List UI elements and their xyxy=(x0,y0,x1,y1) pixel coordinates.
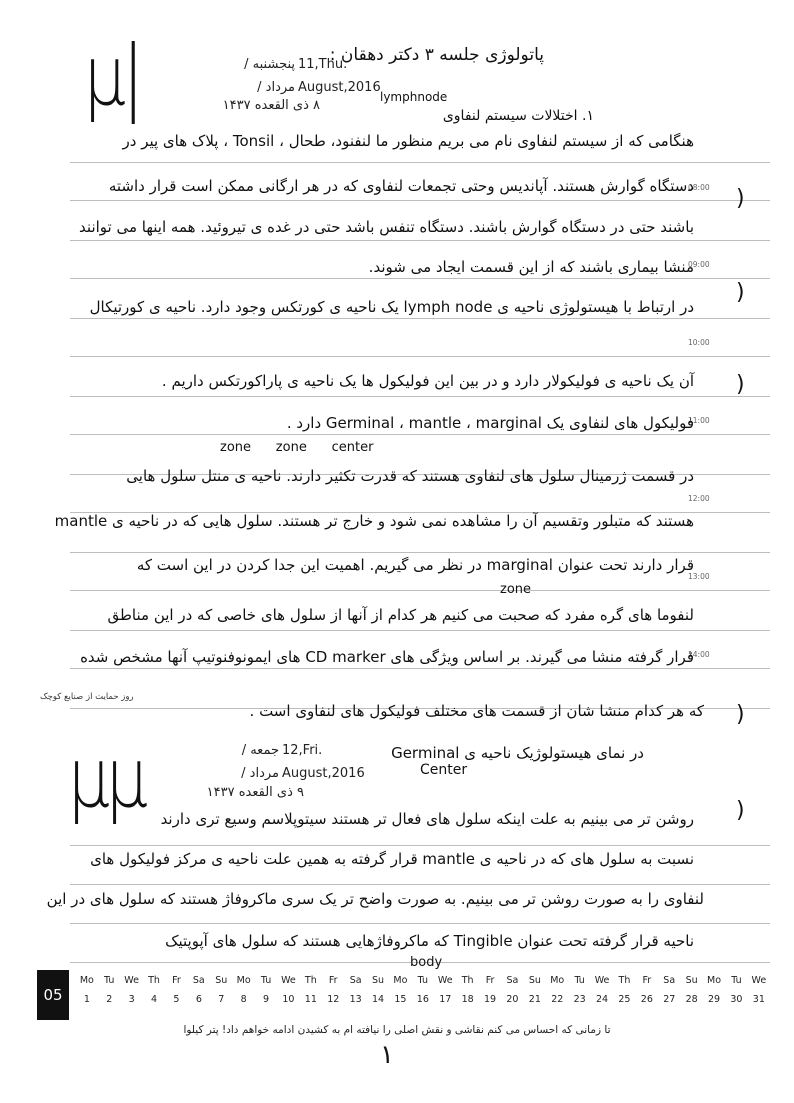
footer-quote: تا زمانی که احساس می کنم نقاشی و نقش اصلی را نیافته ام به کشیدن ادامه خواهم داد! پتر کیلوا xyxy=(183,1024,611,1036)
calendar-day: 18 xyxy=(461,994,474,1005)
day2-number: μμ xyxy=(68,730,144,827)
note-line: که هر کدام منشا شان از قسمت های مختلف فولیکول های لنفاوی است . xyxy=(249,702,704,720)
calendar-day: 23 xyxy=(573,994,586,1005)
note-line: روشن تر می بینیم به علت اینکه سلول های فعال تر هستند سیتوپلاسم وسیع تری دارند xyxy=(160,810,694,828)
time-14: 14:00 xyxy=(688,650,710,659)
calendar-day: 14 xyxy=(371,994,385,1005)
calendar-weekday: Su xyxy=(215,975,228,986)
calendar-day: 7 xyxy=(218,994,225,1005)
lecture-heading: پاتولوژی جلسه ۳ دکتر دهقان : xyxy=(329,45,544,65)
note-line: ناحیه قرار گرفته تحت عنوان Tingible که ماکروفاژهایی هستند که سلول های آپوپتیک xyxy=(165,932,694,950)
hand-note-top: lymphnode xyxy=(380,90,448,104)
calendar-day: 28 xyxy=(685,994,698,1005)
time-12: 12:00 xyxy=(688,494,710,503)
day2-month-fa: مرداد / xyxy=(241,766,279,781)
time-09: 09:00 xyxy=(688,260,710,269)
note-line: body xyxy=(410,955,443,970)
calendar-weekday: We xyxy=(281,975,296,986)
note-line: zone zone center xyxy=(220,440,374,455)
note-line: فولیکول های لنفاوی یک Germinal ، mantle ، marginal دارد . xyxy=(286,414,694,432)
note-line: باشند حتی در دستگاه گوارش باشند. دستگاه تنفس باشد حتی در غده ی تیروئید. همه اینها می توانند xyxy=(79,218,694,236)
calendar-day: 15 xyxy=(394,994,407,1005)
calendar-day: 31 xyxy=(752,994,765,1005)
calendar-day: 9 xyxy=(263,994,270,1005)
note-line: نسبت به سلول های که در ناحیه ی mantle قرار گرفته به همین علت ناحیه ی مرکز فولیکول های xyxy=(90,850,694,868)
time-08: 08:00 xyxy=(688,183,710,192)
calendar-weekday: Fr xyxy=(172,975,181,986)
day2-hijri: ۹ ذی القعده ۱۴۳۷ xyxy=(206,785,304,800)
calendar-weekday: Th xyxy=(461,975,474,986)
calendar-day: 2 xyxy=(106,994,113,1005)
calendar-weekday: Su xyxy=(685,975,698,986)
calendar-weekday: Tu xyxy=(574,975,585,986)
note-line: منشا بیماری باشند که از این قسمت ایجاد می شوند. xyxy=(368,258,694,276)
calendar-weekday: We xyxy=(124,975,139,986)
calendar-day: 4 xyxy=(151,994,158,1005)
calendar-day: 10 xyxy=(282,994,295,1005)
note-line: لنفوما های گره مفرد که صحبت می کنیم هر کدام از آنها از سلول های خاصی که در این مناطق xyxy=(107,606,694,624)
time-11: 11:00 xyxy=(688,416,710,425)
calendar-weekday: We xyxy=(594,975,610,986)
calendar-weekday: Fr xyxy=(642,975,652,986)
calendar-weekday: Th xyxy=(304,975,317,986)
calendar-weekday: We xyxy=(751,975,767,986)
calendar-day: 22 xyxy=(551,994,564,1005)
calendar-weekday: Th xyxy=(618,975,631,986)
calendar-weekday: Mo xyxy=(79,975,94,986)
calendar-day: 12 xyxy=(327,994,340,1005)
calendar-day: 27 xyxy=(663,994,676,1005)
calendar-day: 19 xyxy=(483,994,497,1005)
calendar-weekday: We xyxy=(437,975,453,986)
calendar-day: 20 xyxy=(506,994,519,1005)
calendar-weekday: Mo xyxy=(550,975,565,986)
calendar-weekday: Mo xyxy=(393,975,408,986)
note-line: در ارتباط با هیستولوژی ناحیه ی lymph node یک ناحیه ی کورتکس وجود دارد. ناحیه ی کورتیکال xyxy=(89,298,694,316)
calendar-weekday: Mo xyxy=(236,975,251,986)
note-line: قرار دارند تحت عنوان marginal در نظر می گیریم. اهمیت این جدا کردن در این است که xyxy=(136,556,694,574)
day1-hijri: ۸ ذی القعده ۱۴۳۷ xyxy=(222,98,320,113)
day1-weekday-en: 11,Thu. xyxy=(298,57,348,72)
calendar-weekday: Th xyxy=(148,975,160,986)
calendar-day: 16 xyxy=(416,994,429,1005)
calendar-day: 11 xyxy=(304,994,317,1005)
calendar-day: 3 xyxy=(128,994,135,1005)
calendar-day: 30 xyxy=(730,994,743,1005)
note-line: در قسمت ژرمینال سلول های لنفاوی هستند که قدرت تکثیر دارند. ناحیه ی منتل سلول هایی xyxy=(126,467,694,485)
day2-weekday-fa: جمعه / xyxy=(241,743,279,758)
calendar-weekday: Sa xyxy=(349,975,362,986)
calendar-weekday: Fr xyxy=(328,975,338,986)
calendar-day: 26 xyxy=(640,994,653,1005)
day1-number: μ| xyxy=(84,28,141,125)
calendar-weekday: Su xyxy=(528,975,541,986)
day1-weekday-fa: پنجشنبه / xyxy=(244,57,295,72)
day1-month-fa: مرداد / xyxy=(257,80,295,95)
month-number: 05 xyxy=(37,970,69,1020)
day2-weekday-en: 12,Fri. xyxy=(282,743,323,758)
bullet-paren: ) xyxy=(736,280,745,305)
time-10: 10:00 xyxy=(688,338,710,347)
bullet-paren: ) xyxy=(736,372,745,397)
note-line: هنگامی که از سیستم لنفاوی نام می بریم منظور ما لنفنود، طحال ، Tonsil ، پلاک های پیر در xyxy=(122,132,694,150)
calendar-day: 25 xyxy=(618,994,631,1005)
note-line: لنفاوی را به صورت روشن تر می بینیم. به صورت واضح تر یک سری ماکروفاژ هستند که سلول های در این xyxy=(46,890,704,908)
month-calendar-strip xyxy=(37,970,772,1020)
small-note: روز حمایت از صنایع کوچک xyxy=(40,692,134,702)
bullet-paren: ) xyxy=(736,186,745,211)
calendar-weekday: Tu xyxy=(731,975,742,986)
note-line: قرار گرفته منشا می گیرند. بر اساس ویژگی های CD marker های ایمونوفنوتیپ آنها مشخص شده xyxy=(80,648,694,666)
calendar-day: 1 xyxy=(83,994,90,1005)
calendar-day: 21 xyxy=(528,994,541,1005)
note-line: Center xyxy=(420,762,468,778)
calendar-weekday: Fr xyxy=(485,975,495,986)
note-line: zone xyxy=(500,582,532,597)
note-line: آن یک ناحیه ی فولیکولار دارد و در بین این فولیکول ها یک ناحیه ی پاراکورتکس داریم . xyxy=(161,372,694,390)
calendar-weekday: Sa xyxy=(506,975,519,986)
calendar-weekday: Sa xyxy=(663,975,676,986)
calendar-day: 8 xyxy=(240,994,247,1005)
calendar-weekday: Tu xyxy=(417,975,429,986)
bullet-paren: ) xyxy=(736,798,745,823)
calendar-weekday: Tu xyxy=(104,975,115,986)
day1-date-en: August,2016 xyxy=(298,80,381,95)
page-number: ۱ xyxy=(380,1040,394,1070)
calendar-weekday: Sa xyxy=(192,975,205,986)
calendar-weekday: Mo xyxy=(707,975,722,986)
note-line: در نمای هیستولوژیک ناحیه ی Germinal xyxy=(391,744,644,762)
calendar-day: 5 xyxy=(173,994,180,1005)
calendar-day: 13 xyxy=(349,994,362,1005)
note-line: دستگاه گوارش هستند. آپاندیس وحتی تجمعات لنفاوی که در هر ارگانی ممکن است قرار داشته xyxy=(108,177,694,195)
calendar-day: 6 xyxy=(195,994,202,1005)
calendar-day: 17 xyxy=(439,994,452,1005)
day2-date-en: August,2016 xyxy=(282,766,365,781)
calendar-weekday: Tu xyxy=(260,975,272,986)
calendar-day: 29 xyxy=(707,994,721,1005)
bullet-paren: ) xyxy=(736,702,745,727)
time-13: 13:00 xyxy=(688,572,710,581)
section-title: ۱. اختلالات سیستم لنفاوی xyxy=(442,108,594,124)
calendar-weekday: Su xyxy=(372,975,385,986)
note-line: هستند که متبلور وتقسیم آن را مشاهده نمی شود و خارج تر هستند. سلول هایی که در ناحیه ی mantle xyxy=(54,512,694,530)
calendar-day: 24 xyxy=(595,994,609,1005)
